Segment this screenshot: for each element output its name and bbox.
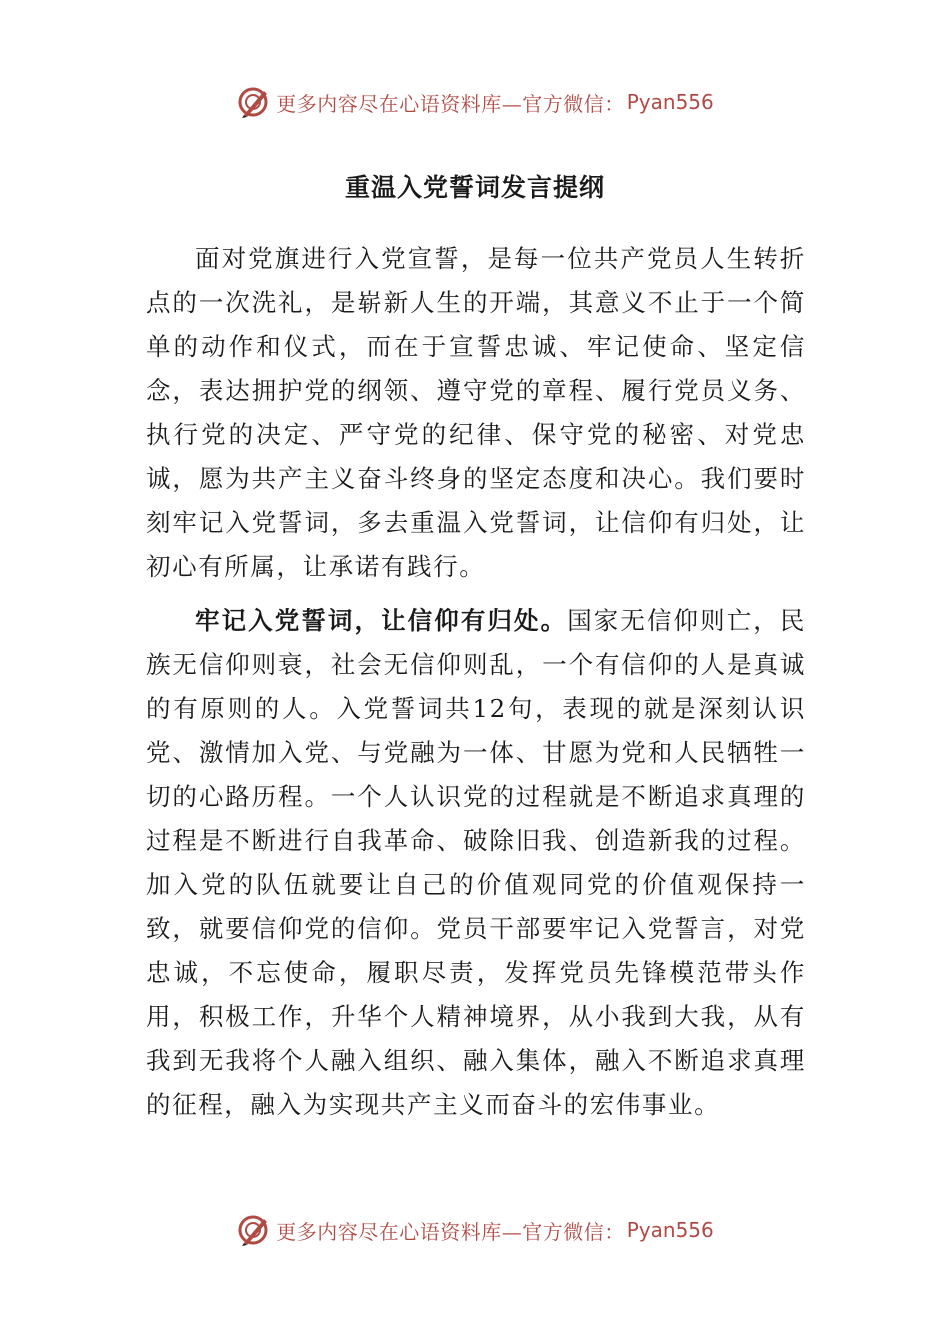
paragraph-2-body: 国家无信仰则亡，民族无信仰则衰，社会无信仰则乱，一个有信仰的人是真诚的有原则的人。入党誓词共12句，表现的就是深刻认识党、激情加入党、与党融为一体、甘愿为党和人民牺牲一切的心路历程。一个人认识党的过程就是不断追求真理的过程是不断进行自我革命、破除旧我、创造新我的过程。加入党的队伍就要让自己的价值观同党的价值观保持一致，就要信仰党的信仰。党员干部要牢记入党誓言，对党忠诚，不忘使命，履职尽责，发挥党员先锋模范带头作用，积极工作，升华个人精神境界，从小我到大我，从有我到无我将个人融入组织、融入集体，融入不断追求真理的征程，融入为实现共产主义而奋斗的宏伟事业。 bbox=[146, 606, 806, 1119]
pen-logo-icon bbox=[236, 1213, 270, 1247]
wechat-id: Pyan556 bbox=[626, 1218, 714, 1242]
paragraph-1: 面对党旗进行入党宣誓，是每一位共产党员人生转折点的一次洗礼，是崭新人生的开端，其意义不止于一个简单的动作和仪式，而在于宣誓忠诚、牢记使命、坚定信念，表达拥护党的纲领、遵守党的章程、履行党员义务、执行党的决定、严守党的纪律、保守党的秘密、对党忠诚，愿为共产主义奋斗终身的坚定态度和决心。我们要时刻牢记入党誓词，多去重温入党誓词，让信仰有归处，让初心有所属，让承诺有践行。 bbox=[146, 244, 806, 581]
footer-banner bbox=[0, 1210, 950, 1250]
banner-text: 更多内容尽在心语资料库—官方微信： bbox=[276, 91, 625, 116]
wechat-id: Pyan556 bbox=[626, 90, 714, 114]
header-banner bbox=[0, 82, 950, 122]
document-title: 重温入党誓词发言提纲 bbox=[344, 173, 605, 202]
pen-logo-icon bbox=[236, 85, 270, 119]
paragraph-2 bbox=[146, 599, 806, 1127]
paragraph-2-lead: 牢记入党誓词，让信仰有归处。 bbox=[195, 606, 568, 635]
banner-text: 更多内容尽在心语资料库—官方微信： bbox=[276, 1219, 625, 1244]
document-body bbox=[146, 237, 806, 1127]
